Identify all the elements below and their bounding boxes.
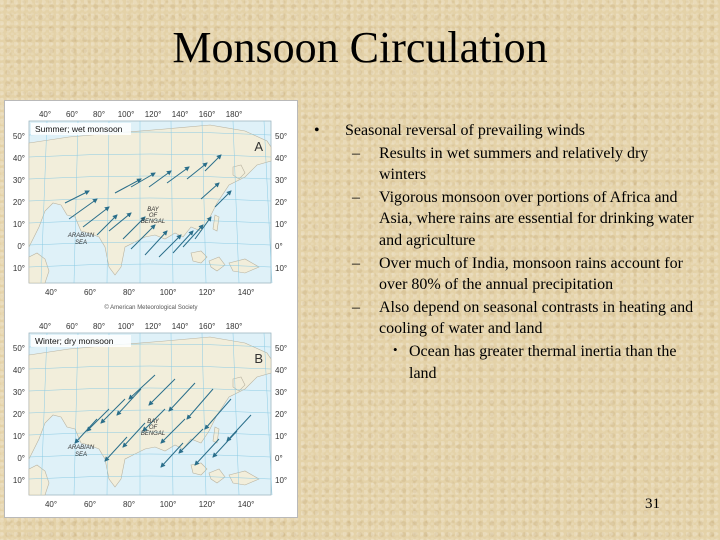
latitude-label: 50°: [275, 344, 288, 353]
longitude-label: 100°: [117, 110, 135, 119]
sub-bullet-item: [314, 187, 694, 252]
sub-bullet-text: Also depend on seasonal contrasts in heating and cooling of water and land: [379, 298, 694, 338]
sub-bullet-text: Results in wet summers and relatively dry winters: [379, 144, 649, 184]
bullet-marker: •: [314, 122, 320, 139]
latitude-label: 0°: [275, 242, 283, 251]
longitude-label: 40°: [38, 110, 52, 119]
sub-sub-bullet-text: Ocean has greater thermal inertia than the land: [409, 342, 677, 382]
longitude-label: 120°: [198, 500, 216, 509]
bullet-list: [314, 120, 694, 384]
longitude-label: 160°: [198, 110, 216, 119]
dash-marker: –: [352, 254, 360, 272]
latitude-label: 50°: [275, 132, 288, 141]
latitude-label: 40°: [12, 366, 25, 375]
latitude-label: 20°: [12, 410, 25, 419]
latitude-label: 20°: [275, 198, 288, 207]
latitude-label: 10°: [275, 432, 288, 441]
latitude-label: 0°: [17, 242, 25, 251]
longitude-label: 180°: [225, 110, 243, 119]
bay-label: BENGAL: [140, 219, 166, 225]
latitude-label: 50°: [12, 132, 25, 141]
dash-marker: –: [352, 144, 360, 162]
longitude-label: 80°: [122, 500, 136, 509]
monsoon-maps: [5, 101, 297, 517]
bay-label: BENGAL: [140, 431, 166, 437]
bullet-marker: •: [393, 341, 398, 357]
latitude-label: 50°: [12, 344, 25, 353]
longitude-label: 40°: [44, 500, 58, 509]
latitude-label: 0°: [275, 454, 283, 463]
latitude-label: 40°: [275, 154, 288, 163]
longitude-label: 60°: [65, 322, 79, 331]
longitude-label: 140°: [171, 110, 189, 119]
panel-title: Summer; wet monsoon: [35, 124, 123, 134]
dash-marker: –: [352, 188, 360, 206]
dash-marker: –: [352, 298, 360, 316]
longitude-label: 80°: [92, 322, 106, 331]
sub-bullet-item: [314, 297, 694, 340]
sea-label: SEA: [74, 452, 88, 458]
latitude-label: 10°: [275, 220, 288, 229]
longitude-label: 100°: [117, 322, 135, 331]
latitude-label: 10°: [12, 264, 25, 273]
latitude-label: 30°: [12, 176, 25, 185]
latitude-label: 10°: [275, 476, 288, 485]
latitude-label: 0°: [17, 454, 25, 463]
sea-label: ARABIAN: [67, 233, 95, 239]
longitude-label: 120°: [198, 288, 216, 297]
longitude-label: 100°: [159, 500, 177, 509]
longitude-label: 100°: [159, 288, 177, 297]
panel-letter: A: [254, 139, 263, 154]
sub-bullet-item: [314, 143, 694, 186]
panel-letter: B: [254, 351, 263, 366]
latitude-label: 40°: [12, 154, 25, 163]
longitude-label: 60°: [83, 288, 97, 297]
sea-label: SEA: [74, 240, 88, 246]
panel-title: Winter; dry monsoon: [35, 336, 114, 346]
latitude-label: 10°: [12, 432, 25, 441]
longitude-label: 60°: [83, 500, 97, 509]
latitude-label: 10°: [12, 476, 25, 485]
longitude-label: 140°: [171, 322, 189, 331]
latitude-label: 30°: [275, 388, 288, 397]
bullet-item: [314, 120, 694, 142]
bay-label: OF: [148, 213, 158, 219]
longitude-label: 60°: [65, 110, 79, 119]
latitude-label: 10°: [12, 220, 25, 229]
longitude-label: 40°: [38, 322, 52, 331]
figure-credit: © American Meteorological Society: [104, 305, 198, 311]
map-panel-summer: [13, 110, 287, 297]
longitude-label: 120°: [144, 110, 162, 119]
longitude-label: 80°: [92, 110, 106, 119]
sub-bullet-text: Vigorous monsoon over portions of Africa and Asia, where rains are essential for drinking water and agriculture: [379, 188, 694, 249]
sea-label: ARABIAN: [67, 445, 95, 451]
latitude-label: 30°: [275, 176, 288, 185]
bay-label: BAY: [147, 207, 159, 213]
sub-bullet-item: [314, 253, 694, 296]
latitude-label: 30°: [12, 388, 25, 397]
bay-label: BAY: [147, 419, 159, 425]
bay-label: OF: [148, 425, 158, 431]
longitude-label: 140°: [237, 500, 255, 509]
latitude-label: 40°: [275, 366, 288, 375]
map-panel-winter: [13, 322, 287, 509]
sub-sub-bullet-item: [314, 341, 694, 384]
bullet-text: Seasonal reversal of prevailing winds: [345, 122, 585, 139]
latitude-label: 20°: [12, 198, 25, 207]
longitude-label: 180°: [225, 322, 243, 331]
latitude-label: 20°: [275, 410, 288, 419]
latitude-label: 10°: [275, 264, 288, 273]
slide-title: Monsoon Circulation: [172, 23, 548, 72]
longitude-label: 160°: [198, 322, 216, 331]
longitude-label: 40°: [44, 288, 58, 297]
longitude-label: 120°: [144, 322, 162, 331]
sub-bullet-text: Over much of India, monsoon rains account for over 80% of the annual precipitation: [379, 254, 683, 294]
monsoon-map-figure: [4, 100, 298, 518]
longitude-label: 140°: [237, 288, 255, 297]
page-number: 31: [645, 496, 660, 512]
longitude-label: 80°: [122, 288, 136, 297]
